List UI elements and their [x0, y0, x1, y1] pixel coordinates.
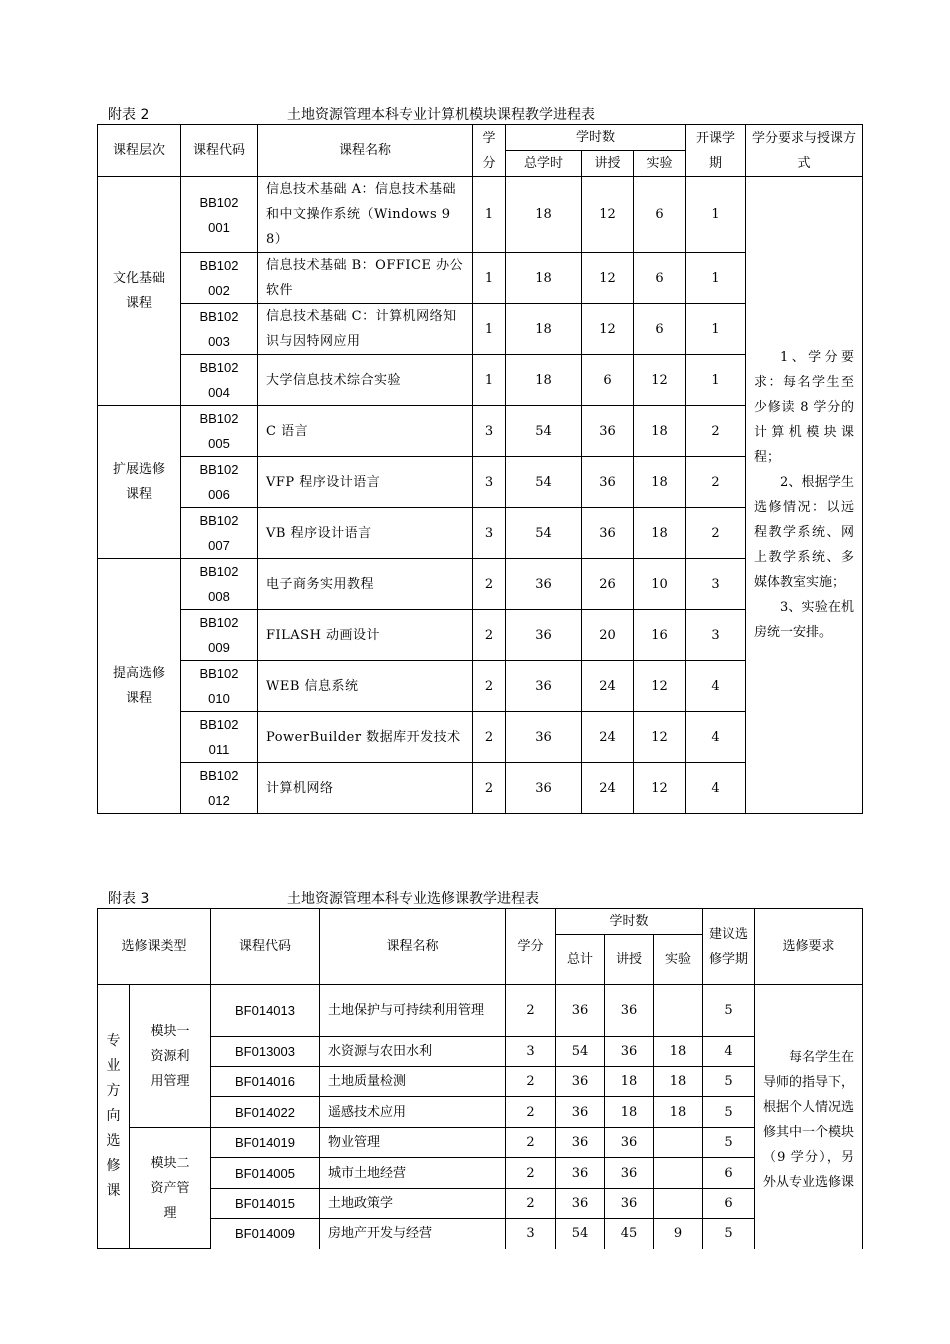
table-row: [98, 1037, 863, 1067]
header-lecture: 讲授: [605, 935, 654, 985]
course-total: 36: [556, 985, 605, 1037]
course-term: 5: [703, 1097, 755, 1128]
course-lecture: 36: [582, 406, 634, 457]
table2-caption-label: 附表 3: [108, 891, 150, 907]
computer-module-table: [97, 124, 863, 814]
course-name: 遥感技术应用: [320, 1097, 506, 1128]
header-credit: 学分: [506, 909, 556, 985]
course-credit: 1: [473, 355, 506, 406]
course-name: FILASH 动画设计: [258, 610, 473, 661]
course-total: 36: [506, 661, 582, 712]
course-code: BF014019: [211, 1128, 320, 1158]
course-lab: [654, 1189, 703, 1219]
course-code: BB102012: [181, 763, 258, 814]
header-hours: 学时数: [556, 909, 703, 935]
course-credit: 1: [473, 177, 506, 253]
course-code: BB102006: [181, 457, 258, 508]
course-total: 18: [506, 355, 582, 406]
course-lecture: 12: [582, 253, 634, 304]
course-lab: 18: [654, 1067, 703, 1097]
course-credit: 2: [473, 712, 506, 763]
course-lab: 18: [634, 406, 686, 457]
requirement-item: 1、学分要求：每名学生至少修读 8 学分的计算机模块课程；: [754, 350, 854, 465]
course-name: 电子商务实用教程: [258, 559, 473, 610]
course-lecture: 36: [605, 985, 654, 1037]
course-code: BB102003: [181, 304, 258, 355]
header-name: 课程名称: [320, 909, 506, 985]
course-lab: 16: [634, 610, 686, 661]
course-lecture: 36: [605, 1037, 654, 1067]
course-lecture: 12: [582, 177, 634, 253]
course-total: 36: [506, 763, 582, 814]
course-code: BB102008: [181, 559, 258, 610]
header-type: 选修课类型: [98, 909, 211, 985]
table1-caption-title: 土地资源管理本科专业计算机模块课程教学进程表: [287, 107, 595, 123]
course-credit: 2: [506, 1067, 556, 1097]
module-label: 模块二资产管理: [130, 1128, 211, 1249]
course-code: BB102004: [181, 355, 258, 406]
course-lab: [654, 985, 703, 1037]
course-total: 36: [556, 1128, 605, 1158]
course-lecture: 36: [605, 1128, 654, 1158]
header-lab: 实验: [654, 935, 703, 985]
course-term: 5: [703, 1219, 755, 1249]
header-credit: 学分: [473, 125, 506, 177]
course-name: 房地产开发与经营: [320, 1219, 506, 1249]
course-lab: 10: [634, 559, 686, 610]
course-term: 6: [703, 1158, 755, 1189]
course-code: BF014016: [211, 1067, 320, 1097]
course-lab: 18: [634, 508, 686, 559]
course-name: VFP 程序设计语言: [258, 457, 473, 508]
course-name: 水资源与农田水利: [320, 1037, 506, 1067]
course-lab: 12: [634, 763, 686, 814]
course-lecture: 36: [582, 457, 634, 508]
course-name: C 语言: [258, 406, 473, 457]
table-row: [98, 1097, 863, 1128]
course-total: 36: [556, 1158, 605, 1189]
header-level: 课程层次: [98, 125, 181, 177]
course-code: BB102002: [181, 253, 258, 304]
course-credit: 3: [506, 1219, 556, 1249]
course-credit: 2: [506, 1128, 556, 1158]
header-req: 学分要求与授课方式: [746, 125, 863, 177]
course-lab: 12: [634, 712, 686, 763]
course-name: PowerBuilder 数据库开发技术: [258, 712, 473, 763]
header-req: 选修要求: [755, 909, 863, 985]
course-lecture: 36: [605, 1189, 654, 1219]
header-lecture: 讲授: [582, 151, 634, 177]
course-lab: 6: [634, 304, 686, 355]
course-term: 5: [703, 1128, 755, 1158]
course-code: BB102007: [181, 508, 258, 559]
course-total: 36: [556, 1097, 605, 1128]
course-lecture: 36: [605, 1158, 654, 1189]
course-lecture: 24: [582, 661, 634, 712]
course-lab: 12: [634, 661, 686, 712]
requirement-item: 2、根据学生选修情况：以远程教学系统、网上教学系统、多媒体教室实施；: [754, 475, 854, 590]
course-name: 物业管理: [320, 1128, 506, 1158]
course-term: 1: [686, 253, 746, 304]
course-term: 4: [686, 712, 746, 763]
course-lab: 6: [634, 177, 686, 253]
course-name: WEB 信息系统: [258, 661, 473, 712]
course-credit: 3: [506, 1037, 556, 1067]
course-term: 1: [686, 304, 746, 355]
course-term: 4: [686, 763, 746, 814]
course-lecture: 24: [582, 763, 634, 814]
course-total: 36: [506, 610, 582, 661]
course-term: 3: [686, 610, 746, 661]
elective-category: 专业方向选修课: [98, 985, 130, 1249]
course-credit: 2: [506, 985, 556, 1037]
course-total: 18: [506, 177, 582, 253]
course-name: 土地质量检测: [320, 1067, 506, 1097]
header-name: 课程名称: [258, 125, 473, 177]
course-name: 土地保护与可持续利用管理: [320, 985, 506, 1037]
course-name: 大学信息技术综合实验: [258, 355, 473, 406]
course-lecture: 26: [582, 559, 634, 610]
table-row: [98, 177, 863, 253]
course-code: BF014013: [211, 985, 320, 1037]
course-code: BF014009: [211, 1219, 320, 1249]
course-credit: 2: [473, 559, 506, 610]
course-total: 18: [506, 253, 582, 304]
course-code: BB102009: [181, 610, 258, 661]
course-level-cell: 文化基础课程: [98, 177, 181, 406]
course-credit: 3: [473, 406, 506, 457]
course-total: 36: [556, 1067, 605, 1097]
table-row: [98, 1189, 863, 1219]
course-credit: 2: [506, 1189, 556, 1219]
course-name: 信息技术基础 B：OFFICE 办公软件: [258, 253, 473, 304]
course-lecture: 24: [582, 712, 634, 763]
course-lab: 12: [634, 355, 686, 406]
course-credit: 3: [473, 457, 506, 508]
elective-course-table: [97, 908, 863, 1249]
course-lab: [654, 1158, 703, 1189]
header-hours: 学时数: [506, 125, 686, 151]
course-credit: 2: [473, 610, 506, 661]
course-name: 信息技术基础 C：计算机网络知识与因特网应用: [258, 304, 473, 355]
course-term: 2: [686, 406, 746, 457]
course-code: BF014005: [211, 1158, 320, 1189]
course-total: 18: [506, 304, 582, 355]
course-total: 36: [556, 1189, 605, 1219]
header-total: 总学时: [506, 151, 582, 177]
course-term: 1: [686, 355, 746, 406]
course-lab: 9: [654, 1219, 703, 1249]
course-lab: 18: [654, 1037, 703, 1067]
course-name: 土地政策学: [320, 1189, 506, 1219]
course-credit: 2: [506, 1158, 556, 1189]
header-code: 课程代码: [181, 125, 258, 177]
course-lab: 6: [634, 253, 686, 304]
table1-caption-label: 附表 2: [108, 107, 150, 123]
course-lab: 18: [634, 457, 686, 508]
course-term: 2: [686, 457, 746, 508]
course-lecture: 18: [605, 1067, 654, 1097]
table-row: [98, 985, 863, 1037]
course-code: BF014022: [211, 1097, 320, 1128]
table-row: [98, 1158, 863, 1189]
header-code: 课程代码: [211, 909, 320, 985]
course-lecture: 18: [605, 1097, 654, 1128]
course-lab: [654, 1128, 703, 1158]
course-name: 计算机网络: [258, 763, 473, 814]
course-name: VB 程序设计语言: [258, 508, 473, 559]
course-name: 信息技术基础 A：信息技术基础和中文操作系统（Windows 98）: [258, 177, 473, 253]
course-total: 54: [506, 406, 582, 457]
elective-requirement: [755, 985, 863, 1249]
course-code: BF014015: [211, 1189, 320, 1219]
course-lecture: 6: [582, 355, 634, 406]
table-row: [98, 1067, 863, 1097]
header-term: 建议选修学期: [703, 909, 755, 985]
course-total: 54: [556, 1037, 605, 1067]
module-label: 模块一资源利用管理: [130, 985, 211, 1128]
course-term: 5: [703, 985, 755, 1037]
course-code: BB102010: [181, 661, 258, 712]
course-total: 36: [506, 559, 582, 610]
header-total: 总计: [556, 935, 605, 985]
course-credit: 1: [473, 253, 506, 304]
table2-caption-title: 土地资源管理本科专业选修课教学进程表: [287, 891, 539, 907]
course-term: 4: [703, 1037, 755, 1067]
table-row: [98, 1128, 863, 1158]
course-lecture: 12: [582, 304, 634, 355]
course-credit: 3: [473, 508, 506, 559]
course-code: BB102001: [181, 177, 258, 253]
course-lecture: 36: [582, 508, 634, 559]
requirement-item: 3、实验在机房统一安排。: [754, 600, 854, 640]
course-code: BB102005: [181, 406, 258, 457]
course-term: 5: [703, 1067, 755, 1097]
credit-requirements: [746, 177, 863, 814]
course-term: 1: [686, 177, 746, 253]
course-term: 4: [686, 661, 746, 712]
requirement-text: 每名学生在导师的指导下，根据个人情况选修其中一个模块（9 学分），另外从专业选修课: [763, 1050, 855, 1190]
course-code: BF013003: [211, 1037, 320, 1067]
course-lab: 18: [654, 1097, 703, 1128]
course-lecture: 20: [582, 610, 634, 661]
course-credit: 2: [473, 661, 506, 712]
course-total: 54: [506, 508, 582, 559]
course-credit: 2: [506, 1097, 556, 1128]
table-row: [98, 1219, 863, 1249]
course-term: 2: [686, 508, 746, 559]
course-term: 3: [686, 559, 746, 610]
course-name: 城市土地经营: [320, 1158, 506, 1189]
course-level-cell: 扩展选修课程: [98, 406, 181, 559]
header-lab: 实验: [634, 151, 686, 177]
course-code: BB102011: [181, 712, 258, 763]
course-credit: 1: [473, 304, 506, 355]
course-total: 54: [506, 457, 582, 508]
course-lecture: 45: [605, 1219, 654, 1249]
course-level-cell: 提高选修课程: [98, 559, 181, 814]
course-term: 6: [703, 1189, 755, 1219]
course-credit: 2: [473, 763, 506, 814]
course-total: 36: [506, 712, 582, 763]
course-total: 54: [556, 1219, 605, 1249]
header-term: 开课学期: [686, 125, 746, 177]
